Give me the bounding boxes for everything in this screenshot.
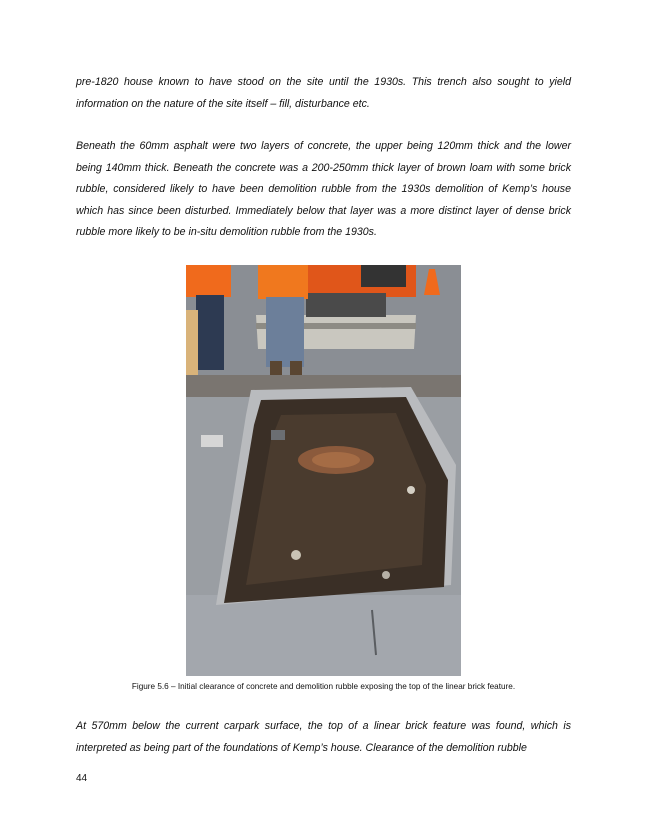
excavation-trench-photo bbox=[186, 265, 461, 676]
body-paragraph-2: Beneath the 60mm asphalt were two layers of concrete, the upper being 120mm thick and the lower being 140mm thick. Beneath the concrete was a 200-250mm thick layer of brown loam with some brick rubble, considered likely to have been demolition rubble from the 1930s demolition of Kemp’s house which has since been disturbed. Immediately below that layer was a more distinct layer of dense brick rubble more likely to be in-situ demolition rubble from the 1930s. bbox=[76, 140, 571, 238]
page-number: 44 bbox=[76, 773, 88, 784]
figure-caption: Figure 5.6 – Initial clearance of concrete and demolition rubble exposing the top of the linear brick feature. bbox=[131, 682, 516, 691]
body-paragraph-1: pre-1820 house known to have stood on the site until the 1930s. This trench also sought to yield information on the nature of the site itself – fill, disturbance etc. bbox=[76, 76, 571, 110]
body-paragraph-3: At 570mm below the current carpark surface, the top of a linear brick feature was found, which is interpreted as being part of the foundations of Kemp’s house. Clearance of the demolition rubble bbox=[76, 720, 571, 754]
